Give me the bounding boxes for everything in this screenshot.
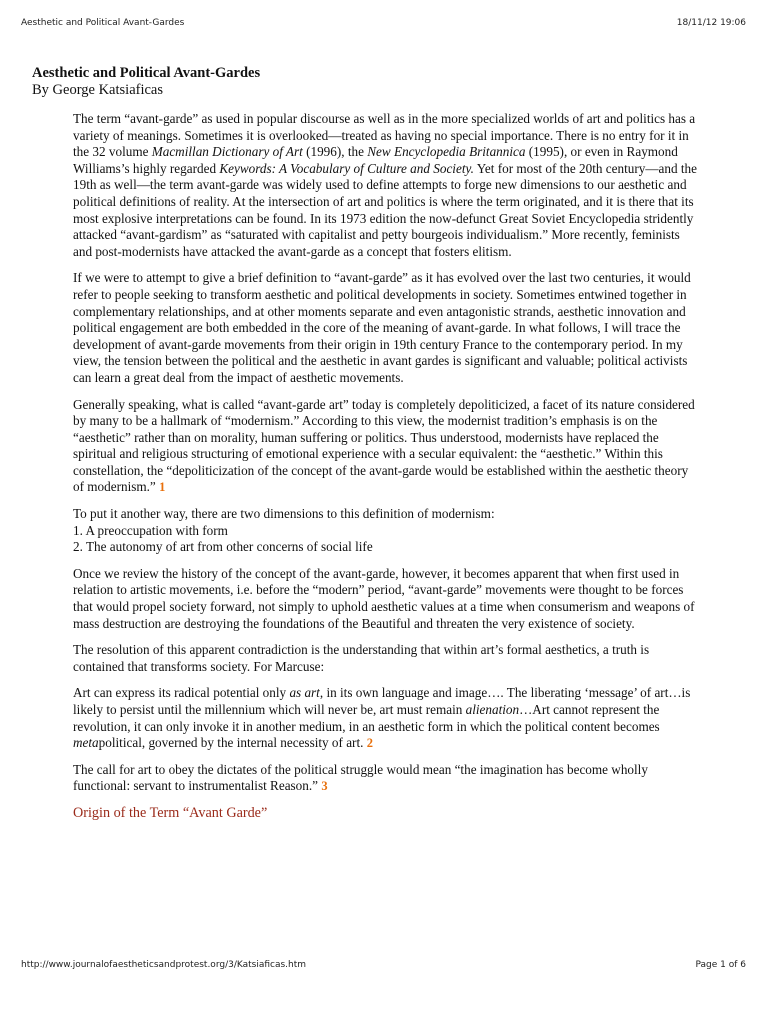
paragraph-3: Generally speaking, what is called “avant-garde art” today is completely depoliticized, a facet of its nature considered by many to be a hallmark of “modernism.” According to this view, the modernist tradition’s emphasis is on the “aesthetic” rather than on morality, human suffering or politics. Thus understood, modernists have replaced the spiritual and religious structuring of emotional experience with a secular equivalent: the “aesthetic.” Within this constellation, the “depoliticization of the concept of the avant-garde would be established within the aesthetic theory of modernism.” 1 xyxy=(73,396,695,495)
footer-url: http://www.journalofaestheticsandprotest.org/3/Katsiaficas.htm xyxy=(21,960,307,970)
header-title: Aesthetic and Political Avant-Gardes xyxy=(21,18,185,28)
list-item: 1. A preoccupation with form xyxy=(73,522,228,538)
blockquote-marcuse: Art can express its radical potential only as art, in its own language and image…. The liberating ‘message’ of art…is likely to persist until the millennium which will never be, art must remain alienation…Art cannot represent the revolution, it can only invoke it in another medium, in an aesthetic form in which the political content becomes metapolitical, governed by the internal necessity of art. 2 xyxy=(73,685,691,751)
paragraph-2: If we were to attempt to give a brief definition to “avant-garde” as it has evolved over the last two centuries, it would refer to people seeking to transform aesthetic and political developments in society. Sometimes entwined together in complementary relationships, and at other moments separate and even antagonistic strands, aesthetic innovation and political engagement are both embedded in the core of the meaning of avant-garde. In what follows, I will trace the development of avant-garde movements from their origin in 19th century France to the contemporary period. In my view, the tension between the political and the aesthetic in avant gardes is significant and valuable; political activists can learn a great deal from the impact of aesthetic movements. xyxy=(73,270,691,385)
paragraph-6: The resolution of this apparent contradiction is the understanding that within art’s formal aesthetics, a truth is contained that transforms society. For Marcuse: xyxy=(73,642,650,674)
paragraph-4: To put it another way, there are two dimensions to this definition of modernism: 1. A preoccupation with form 2. The autonomy of art from other concerns of social life xyxy=(73,506,495,555)
print-footer xyxy=(21,960,746,974)
section-heading: Origin of the Term “Avant Garde” xyxy=(73,804,268,821)
paragraph-5: Once we review the history of the concept of the avant-garde, however, it becomes apparent that when first used in relation to artistic movements, i.e. before the “modern” period, “avant-garde” movements were thought to be forces that would propel society forward, not simply to uphold aesthetic values at a time when consumerism and weapons of mass destruction are destroying the foundations of the Beautiful and threaten the very existence of society. xyxy=(73,565,695,631)
header-datetime: 18/11/12 19:06 xyxy=(676,18,746,28)
article-body xyxy=(73,111,698,822)
print-header xyxy=(21,18,746,32)
article-byline: By George Katsiaficas xyxy=(32,82,163,98)
list-item: 2. The autonomy of art from other concerns of social life xyxy=(73,539,373,555)
footnote-link-1[interactable]: 1 xyxy=(159,480,166,495)
paragraph-1: The term “avant-garde” as used in popular discourse as well as in the more specialized worlds of art and politics has a variety of meanings. Sometimes it is overlooked—treated as having no special importance. There is no entry for it in the 32 volume Macmillan Dictionary of Art (1996), the New Encyclopedia Britannica (1995), or even in Raymond Williams’s highly regarded Keywords: A Vocabulary of Culture and Society. Yet for most of the 20th century—and the 19th as well—the term avant-garde was widely used to define attempts to forge new dimensions to our aesthetic and political definitions of reality. At the intersection of art and politics is where the term originated, and it is there that its most explosive interpretations can be found. In its 1973 edition the now-defunct Great Soviet Encyclopedia stridently attacked “avant-gardism” as “saturated with capitalist and petty bourgeois individualism.” More recently, feminists and post-modernists have attacked the avant-garde as a concept that fosters elitism. xyxy=(73,111,697,259)
footer-page-number: Page 1 of 6 xyxy=(695,960,746,970)
footnote-link-2[interactable]: 2 xyxy=(366,736,373,751)
footnote-link-3[interactable]: 3 xyxy=(321,779,328,794)
article-title: Aesthetic and Political Avant-Gardes xyxy=(32,65,261,81)
paragraph-7: The call for art to obey the dictates of the political struggle would mean “the imagination has become wholly functional: servant to instrumentalist Reason.” 3 xyxy=(73,761,648,794)
